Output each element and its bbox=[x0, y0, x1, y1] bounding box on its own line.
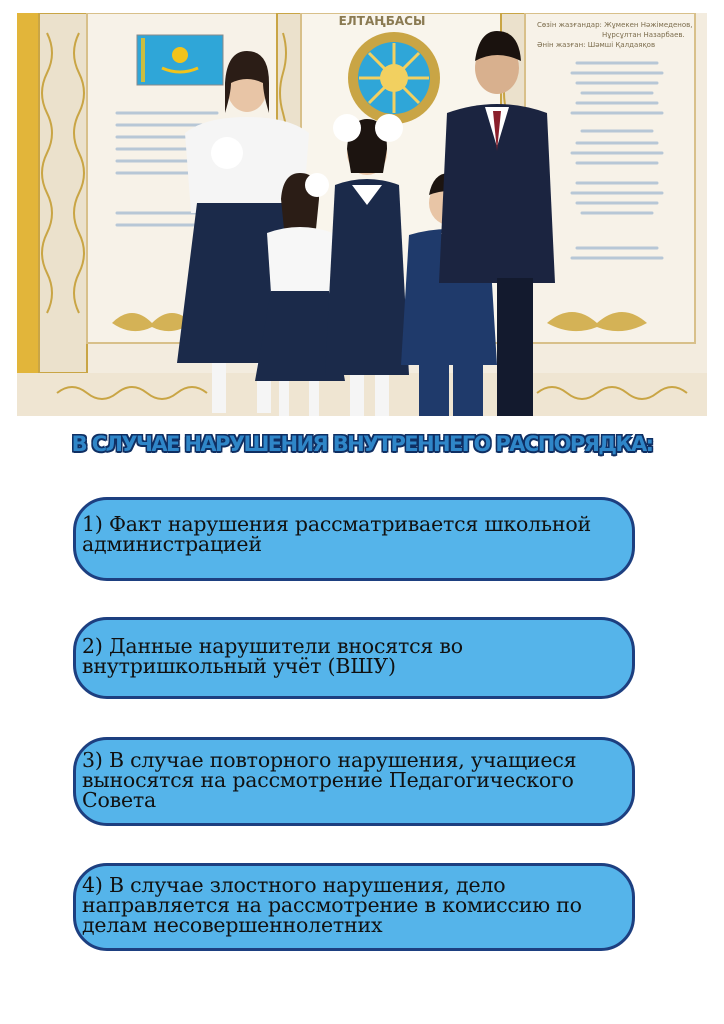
rule-text-3: 3) В случае повторного нарушения, учащиеся выносятся на рассмотрение Педагогического Совета bbox=[82, 748, 577, 812]
rule-text-4: 4) В случае злостного нарушения, дело направляется на рассмотрение в комиссию по делам несовершеннолетних bbox=[82, 873, 582, 937]
photo-illustration bbox=[17, 13, 707, 416]
author-line-2: Нұрсұлтан Назарбаев. bbox=[602, 31, 685, 39]
wall-heading: ЕЛТАҢБАСЫ bbox=[338, 14, 426, 28]
rule-box-1 bbox=[73, 497, 635, 581]
emblem-icon bbox=[348, 32, 440, 124]
author-line-1: Сөзін жазғандар: Жұмекен Нәжімеденов, bbox=[537, 21, 693, 29]
rule-text-1: 1) Факт нарушения рассматривается школьной администрацией bbox=[82, 512, 591, 556]
author-line-3: Әнін жазған: Шәмші Қалдаяқов bbox=[537, 41, 656, 49]
rule-text-2: 2) Данные нарушители вносятся во внутришкольный учёт (ВШУ) bbox=[82, 634, 463, 678]
rule-box-2 bbox=[73, 617, 635, 699]
page-heading: В СЛУЧАЕ НАРУШЕНИЯ ВНУТРЕННЕГО РАСПОРЯДКА: bbox=[71, 432, 653, 456]
family-photo bbox=[17, 13, 707, 416]
rule-box-4 bbox=[73, 863, 635, 951]
rule-box-3 bbox=[73, 737, 635, 826]
